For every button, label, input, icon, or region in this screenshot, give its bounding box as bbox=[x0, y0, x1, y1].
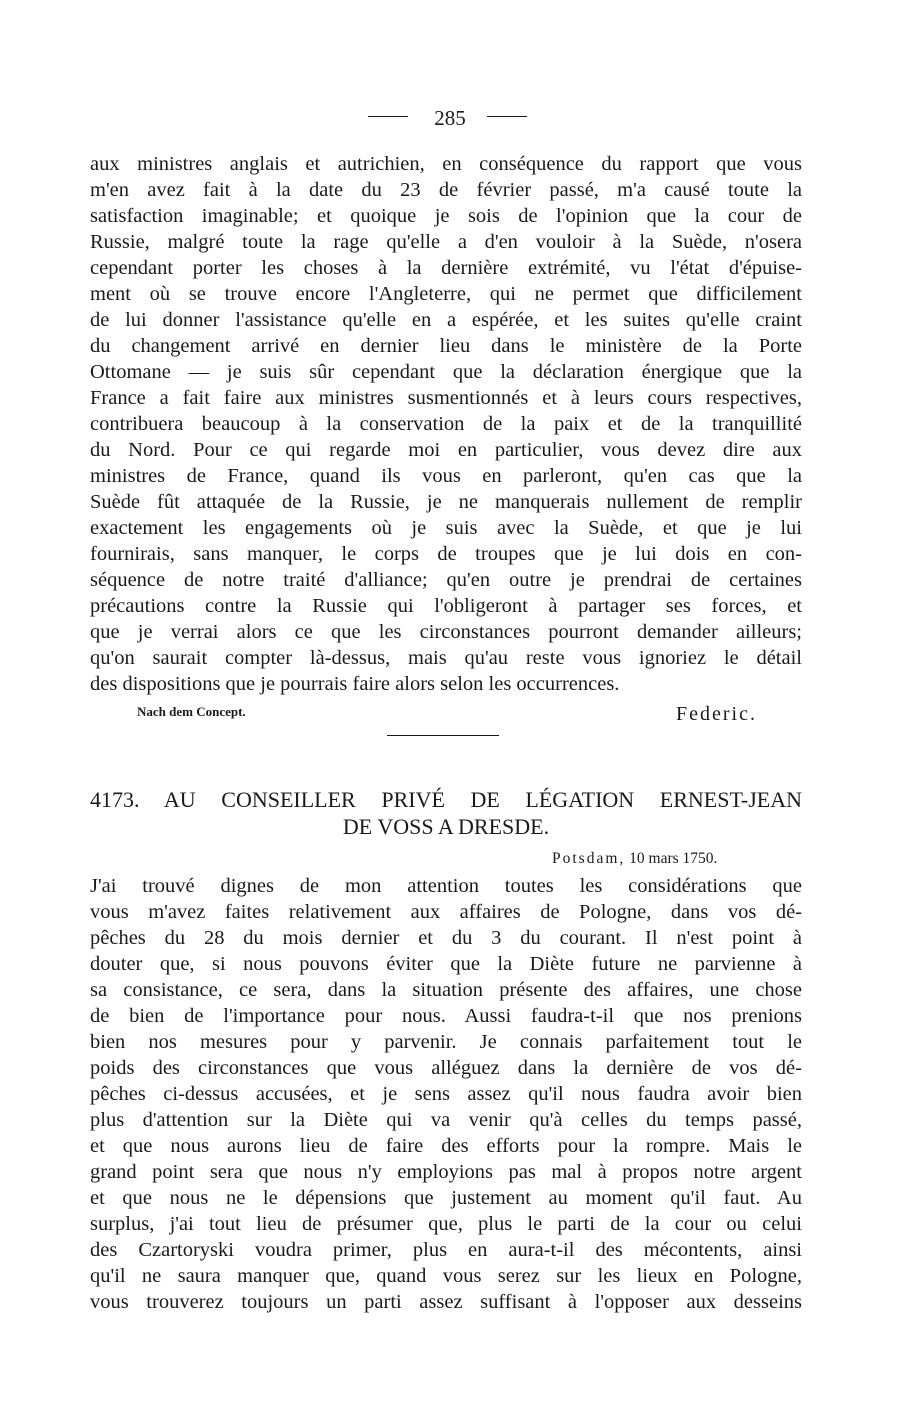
text-line: séquence de notre traité d'alliance; qu'en outre je prendrai de certaines bbox=[90, 569, 802, 591]
section-divider bbox=[387, 735, 499, 736]
letter-heading-line-1 bbox=[90, 786, 802, 813]
text-line: Suède fût attaquée de la Russie, je ne manquerais nullement de remplir bbox=[90, 491, 802, 513]
text-line: que je verrai alors ce que les circonstances pourront demander ailleurs; bbox=[90, 621, 802, 643]
letter-number: 4173. bbox=[90, 787, 140, 812]
text-line: vous trouverez toujours un parti assez suffisant à l'opposer aux desseins bbox=[90, 1291, 802, 1313]
text-line: du changement arrivé en dernier lieu dans le ministère de la Porte bbox=[90, 335, 802, 357]
text-line: précautions contre la Russie qui l'obligeront à partager ses forces, et bbox=[90, 595, 802, 617]
text-line: exactement les engagements où je suis avec la Suède, et que je lui bbox=[90, 517, 802, 539]
text-line: des Czartoryski voudra primer, plus en aura-t-il des mécontents, ainsi bbox=[90, 1239, 802, 1261]
text-line: fournirais, sans manquer, le corps de troupes que je lui dois en con- bbox=[90, 543, 802, 565]
text-line: grand point sera que nous n'y employions pas mal à propos notre argent bbox=[90, 1161, 802, 1183]
text-line: pêches du 28 du mois dernier et du 3 du courant. Il n'est point à bbox=[90, 927, 802, 949]
header-dash-left bbox=[368, 116, 408, 117]
letter-addressee: AU CONSEILLER PRIVÉ DE LÉGATION ERNEST-JEAN bbox=[163, 787, 802, 812]
letter-place: Potsdam, bbox=[552, 850, 626, 867]
letter-heading-line-2: DE VOSS A DRESDE. bbox=[342, 814, 550, 839]
text-line: poids des circonstances que vous alléguez dans la dernière de vos dé- bbox=[90, 1057, 802, 1079]
letter-body-text bbox=[90, 873, 802, 1315]
page-number: 285 bbox=[434, 106, 466, 130]
text-line: qu'on saurait compter là-dessus, mais qu'au reste vous ignoriez le détail bbox=[90, 647, 802, 669]
text-line: de lui donner l'assistance qu'elle en a espérée, et les suites qu'elle craint bbox=[90, 309, 802, 331]
page-header bbox=[0, 100, 900, 132]
text-line: satisfaction imaginable; et quoique je sois de l'opinion que la cour de bbox=[90, 205, 802, 227]
text-line: des dispositions que je pourrais faire alors selon les occurrences. bbox=[90, 673, 620, 695]
text-line: sa consistance, ce sera, dans la situation présente des affaires, une chose bbox=[90, 979, 802, 1001]
text-line: m'en avez fait à la date du 23 de février passé, m'a causé toute la bbox=[90, 179, 802, 201]
header-dash-right bbox=[487, 116, 527, 117]
text-line: du Nord. Pour ce qui regarde moi en particulier, vous devez dire aux bbox=[90, 439, 802, 461]
text-line: contribuera beaucoup à la conservation de la paix et de la tranquillité bbox=[90, 413, 802, 435]
text-line: plus d'attention sur la Diète qui va venir qu'à celles du temps passé, bbox=[90, 1109, 802, 1131]
text-line: et que nous ne le dépensions que justement au moment qu'il faut. Au bbox=[90, 1187, 802, 1209]
text-line: aux ministres anglais et autrichien, en conséquence du rapport que vous bbox=[90, 153, 802, 175]
text-line: J'ai trouvé dignes de mon attention toutes les considérations que bbox=[90, 875, 802, 897]
source-note: Nach dem Concept. bbox=[137, 704, 246, 719]
text-line: douter que, si nous pouvons éviter que la Diète future ne parvienne à bbox=[90, 953, 802, 975]
letter-heading bbox=[90, 786, 802, 840]
text-line: France a fait faire aux ministres susmentionnés et à leurs cours respectives, bbox=[90, 387, 802, 409]
text-line: qu'il ne saura manquer que, quand vous serez sur les lieux en Pologne, bbox=[90, 1265, 802, 1287]
text-line: de bien de l'importance pour nous. Aussi faudra-t-il que nos prenions bbox=[90, 1005, 802, 1027]
signature: Federic. bbox=[676, 703, 757, 725]
text-line: ment où se trouve encore l'Angleterre, qui ne permet que difficilement bbox=[90, 283, 802, 305]
text-line: vous m'avez faites relativement aux affaires de Pologne, dans vos dé- bbox=[90, 901, 802, 923]
letter-date: 10 mars 1750. bbox=[629, 850, 718, 867]
letter-dateline bbox=[552, 847, 717, 871]
text-line: cependant porter les choses à la dernière extrémité, vu l'état d'épuise- bbox=[90, 257, 802, 279]
letter-continuation-text bbox=[90, 151, 802, 697]
text-line: pêches ci-dessus accusées, et je sens assez qu'il nous faudra avoir bien bbox=[90, 1083, 802, 1105]
text-line: et que nous aurons lieu de faire des efforts pour la rompre. Mais le bbox=[90, 1135, 802, 1157]
text-line: Russie, malgré toute la rage qu'elle a d'en vouloir à la Suède, n'osera bbox=[90, 231, 802, 253]
text-line: Ottomane — je suis sûr cependant que la déclaration énergique que la bbox=[90, 361, 802, 383]
text-line: surplus, j'ai tout lieu de présumer que, plus le parti de la cour ou celui bbox=[90, 1213, 802, 1235]
text-line: bien nos mesures pour y parvenir. Je connais parfaitement tout le bbox=[90, 1031, 802, 1053]
text-line: ministres de France, quand ils vous en parleront, qu'en cas que la bbox=[90, 465, 802, 487]
